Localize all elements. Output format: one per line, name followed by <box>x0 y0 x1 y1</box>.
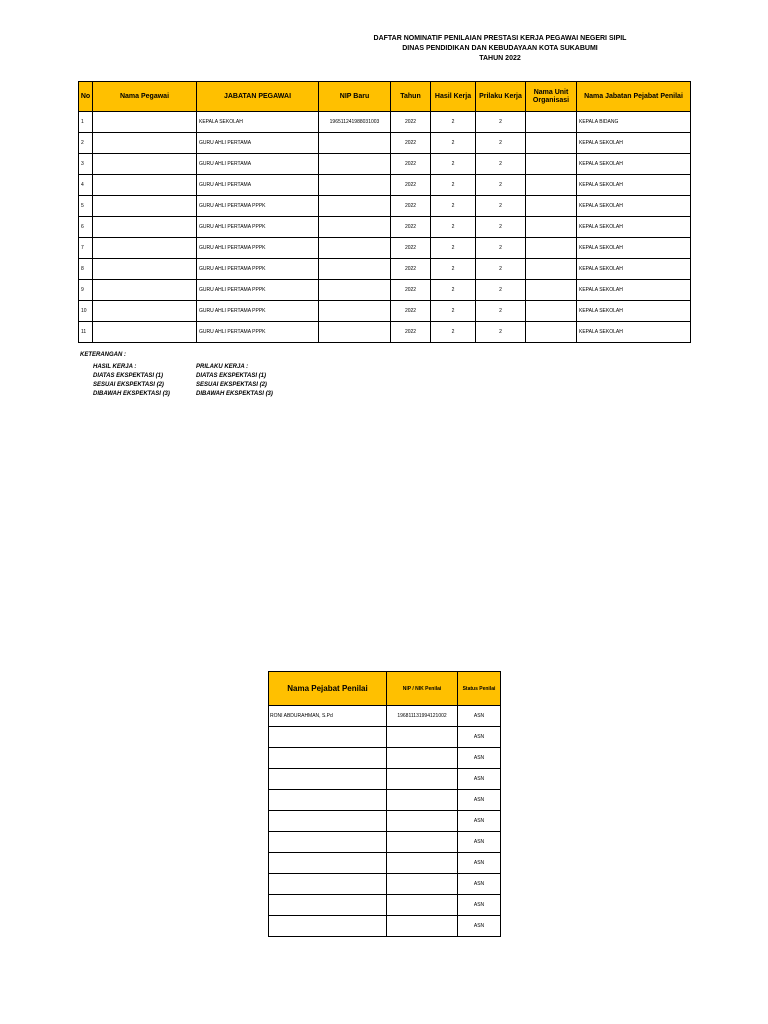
cell-nama-pejabat-penilai: RONI ABDURAHMAN, S.Pd <box>269 706 387 727</box>
table-row <box>79 259 691 280</box>
cell-tahun: 2022 <box>391 175 431 196</box>
document-title <box>300 34 700 64</box>
cell-no: 5 <box>79 196 93 217</box>
cell-nama-pejabat-penilai <box>269 853 387 874</box>
cell-nama-jabatan-pejabat-penilai: KEPALA SEKOLAH <box>577 322 691 343</box>
cell-hasil-kerja: 2 <box>431 238 476 259</box>
cell-nama-jabatan-pejabat-penilai: KEPALA SEKOLAH <box>577 154 691 175</box>
cell-nip-nik-penilai <box>387 811 458 832</box>
cell-jabatan-pegawai: GURU AHLI PERTAMA PPPK <box>197 280 319 301</box>
legend-prilaku-item: DIBAWAH EKSPEKTASI (3) <box>196 391 273 397</box>
table-row <box>79 133 691 154</box>
cell-no: 9 <box>79 280 93 301</box>
cell-status-penilai: ASN <box>458 811 501 832</box>
cell-prilaku-kerja: 2 <box>476 280 526 301</box>
signer-row <box>269 853 501 874</box>
cell-nama-jabatan-pejabat-penilai: KEPALA SEKOLAH <box>577 280 691 301</box>
cell-jabatan-pegawai: GURU AHLI PERTAMA PPPK <box>197 259 319 280</box>
cell-nama-unit-organisasi <box>526 133 577 154</box>
signer-row <box>269 727 501 748</box>
col-header-tahun: Tahun <box>391 82 431 112</box>
cell-nip-baru <box>319 322 391 343</box>
cell-nip-baru <box>319 196 391 217</box>
cell-nama-pegawai <box>93 133 197 154</box>
cell-tahun: 2022 <box>391 196 431 217</box>
cell-nama-unit-organisasi <box>526 154 577 175</box>
cell-nama-unit-organisasi <box>526 238 577 259</box>
cell-prilaku-kerja: 2 <box>476 133 526 154</box>
cell-hasil-kerja: 2 <box>431 217 476 238</box>
cell-hasil-kerja: 2 <box>431 175 476 196</box>
cell-tahun: 2022 <box>391 238 431 259</box>
title-line-1: DAFTAR NOMINATIF PENILAIAN PRESTASI KERJA PEGAWAI NEGERI SIPIL <box>373 35 627 42</box>
cell-status-penilai: ASN <box>458 748 501 769</box>
cell-nama-pegawai <box>93 259 197 280</box>
signer-row <box>269 790 501 811</box>
cell-status-penilai: ASN <box>458 853 501 874</box>
cell-nip-nik-penilai <box>387 895 458 916</box>
cell-nama-pegawai <box>93 196 197 217</box>
cell-status-penilai: ASN <box>458 790 501 811</box>
col-header-hasil-kerja: Hasil Kerja <box>431 82 476 112</box>
col-header-nama-pegawai: Nama Pegawai <box>93 82 197 112</box>
legend-prilaku-item: SESUAI EKSPEKTASI (2) <box>196 382 267 388</box>
cell-nama-pejabat-penilai <box>269 769 387 790</box>
cell-tahun: 2022 <box>391 154 431 175</box>
cell-no: 10 <box>79 301 93 322</box>
col-header-nama-unit-organisasi: Nama Unit Organisasi <box>526 82 577 112</box>
employee-table <box>78 81 691 343</box>
legend-hasil-item: DIATAS EKSPEKTASI (1) <box>93 373 164 379</box>
table-row <box>79 112 691 133</box>
cell-no: 3 <box>79 154 93 175</box>
cell-nama-pejabat-penilai <box>269 874 387 895</box>
cell-tahun: 2022 <box>391 133 431 154</box>
cell-nama-jabatan-pejabat-penilai: KEPALA BIDANG <box>577 112 691 133</box>
cell-jabatan-pegawai: GURU AHLI PERTAMA PPPK <box>197 217 319 238</box>
cell-hasil-kerja: 2 <box>431 196 476 217</box>
col-header-no: No <box>79 82 93 112</box>
cell-nip-baru: 196511241988031003 <box>319 112 391 133</box>
title-line-3: TAHUN 2022 <box>479 55 521 62</box>
legend-hasil-item: SESUAI EKSPEKTASI (2) <box>93 382 164 388</box>
cell-nip-baru <box>319 301 391 322</box>
cell-hasil-kerja: 2 <box>431 322 476 343</box>
cell-nip-nik-penilai <box>387 727 458 748</box>
cell-nama-pegawai <box>93 175 197 196</box>
cell-prilaku-kerja: 2 <box>476 196 526 217</box>
col-header-prilaku-kerja: Prilaku Kerja <box>476 82 526 112</box>
cell-nip-nik-penilai <box>387 769 458 790</box>
cell-nama-unit-organisasi <box>526 259 577 280</box>
cell-nama-pejabat-penilai <box>269 916 387 937</box>
cell-nama-jabatan-pejabat-penilai: KEPALA SEKOLAH <box>577 238 691 259</box>
legend-prilaku-kerja <box>196 363 273 399</box>
cell-nip-baru <box>319 217 391 238</box>
table-row <box>79 301 691 322</box>
cell-nama-unit-organisasi <box>526 175 577 196</box>
cell-no: 6 <box>79 217 93 238</box>
col-header-nip-nik-penilai: NIP / NIK Penilai <box>387 672 458 706</box>
cell-nama-jabatan-pejabat-penilai: KEPALA SEKOLAH <box>577 133 691 154</box>
cell-status-penilai: ASN <box>458 832 501 853</box>
table-row <box>79 322 691 343</box>
cell-tahun: 2022 <box>391 112 431 133</box>
cell-nama-unit-organisasi <box>526 217 577 238</box>
cell-nama-unit-organisasi <box>526 280 577 301</box>
cell-nama-pegawai <box>93 322 197 343</box>
cell-nip-baru <box>319 259 391 280</box>
cell-nama-jabatan-pejabat-penilai: KEPALA SEKOLAH <box>577 217 691 238</box>
legend-hasil-item: DIBAWAH EKSPEKTASI (3) <box>93 391 170 397</box>
cell-prilaku-kerja: 2 <box>476 154 526 175</box>
cell-nama-pegawai <box>93 154 197 175</box>
cell-jabatan-pegawai: GURU AHLI PERTAMA <box>197 133 319 154</box>
legend-hasil-label: HASIL KERJA : <box>93 364 137 370</box>
cell-nip-baru <box>319 238 391 259</box>
table-row <box>79 238 691 259</box>
cell-jabatan-pegawai: GURU AHLI PERTAMA PPPK <box>197 196 319 217</box>
table-row <box>79 217 691 238</box>
cell-hasil-kerja: 2 <box>431 259 476 280</box>
cell-hasil-kerja: 2 <box>431 301 476 322</box>
cell-tahun: 2022 <box>391 322 431 343</box>
cell-jabatan-pegawai: GURU AHLI PERTAMA PPPK <box>197 322 319 343</box>
signer-row <box>269 832 501 853</box>
cell-nip-nik-penilai <box>387 790 458 811</box>
table-row <box>79 196 691 217</box>
table-row <box>79 154 691 175</box>
cell-prilaku-kerja: 2 <box>476 217 526 238</box>
cell-nama-unit-organisasi <box>526 322 577 343</box>
col-header-nama-pejabat-penilai: Nama Pejabat Penilai <box>269 672 387 706</box>
employee-table-body <box>79 112 691 343</box>
cell-prilaku-kerja: 2 <box>476 175 526 196</box>
cell-nama-pegawai <box>93 238 197 259</box>
title-line-2: DINAS PENDIDIKAN DAN KEBUDAYAAN KOTA SUKABUMI <box>402 45 598 52</box>
cell-jabatan-pegawai: KEPALA SEKOLAH <box>197 112 319 133</box>
cell-nama-pejabat-penilai <box>269 790 387 811</box>
cell-status-penilai: ASN <box>458 874 501 895</box>
cell-nip-nik-penilai: 196811131994121002 <box>387 706 458 727</box>
legend-title: KETERANGAN : <box>80 352 126 358</box>
cell-nama-pejabat-penilai <box>269 811 387 832</box>
table-row <box>79 280 691 301</box>
cell-tahun: 2022 <box>391 259 431 280</box>
cell-nip-nik-penilai <box>387 832 458 853</box>
cell-nama-unit-organisasi <box>526 196 577 217</box>
table-row <box>79 175 691 196</box>
cell-no: 7 <box>79 238 93 259</box>
cell-nama-pejabat-penilai <box>269 832 387 853</box>
cell-nip-nik-penilai <box>387 748 458 769</box>
cell-nama-pegawai <box>93 217 197 238</box>
cell-prilaku-kerja: 2 <box>476 322 526 343</box>
signer-row <box>269 895 501 916</box>
legend-prilaku-label: PRILAKU KERJA : <box>196 364 249 370</box>
col-header-nip-baru: NIP Baru <box>319 82 391 112</box>
col-header-nama-jabatan-pejabat-penilai: Nama Jabatan Pejabat Penilai <box>577 82 691 112</box>
table-header-row <box>79 82 691 112</box>
cell-nip-nik-penilai <box>387 916 458 937</box>
cell-prilaku-kerja: 2 <box>476 301 526 322</box>
legend-prilaku-item: DIATAS EKSPEKTASI (1) <box>196 373 267 379</box>
cell-no: 8 <box>79 259 93 280</box>
cell-nip-baru <box>319 280 391 301</box>
cell-nama-pejabat-penilai <box>269 748 387 769</box>
cell-hasil-kerja: 2 <box>431 112 476 133</box>
cell-nama-pegawai <box>93 301 197 322</box>
cell-nama-unit-organisasi <box>526 112 577 133</box>
cell-nama-jabatan-pejabat-penilai: KEPALA SEKOLAH <box>577 175 691 196</box>
signer-row <box>269 769 501 790</box>
cell-status-penilai: ASN <box>458 727 501 748</box>
cell-nama-jabatan-pejabat-penilai: KEPALA SEKOLAH <box>577 259 691 280</box>
cell-prilaku-kerja: 2 <box>476 112 526 133</box>
cell-no: 2 <box>79 133 93 154</box>
signer-row <box>269 748 501 769</box>
cell-jabatan-pegawai: GURU AHLI PERTAMA PPPK <box>197 238 319 259</box>
cell-no: 1 <box>79 112 93 133</box>
cell-tahun: 2022 <box>391 301 431 322</box>
cell-nip-baru <box>319 133 391 154</box>
cell-status-penilai: ASN <box>458 706 501 727</box>
signer-row <box>269 811 501 832</box>
cell-nama-jabatan-pejabat-penilai: KEPALA SEKOLAH <box>577 196 691 217</box>
cell-tahun: 2022 <box>391 217 431 238</box>
signer-row <box>269 874 501 895</box>
col-header-jabatan-pegawai: JABATAN PEGAWAI <box>197 82 319 112</box>
cell-nip-nik-penilai <box>387 874 458 895</box>
cell-jabatan-pegawai: GURU AHLI PERTAMA <box>197 154 319 175</box>
signer-row <box>269 916 501 937</box>
signer-table-body <box>269 706 501 937</box>
cell-status-penilai: ASN <box>458 916 501 937</box>
signer-table <box>268 671 501 937</box>
cell-hasil-kerja: 2 <box>431 154 476 175</box>
cell-nip-baru <box>319 154 391 175</box>
cell-prilaku-kerja: 2 <box>476 259 526 280</box>
cell-status-penilai: ASN <box>458 769 501 790</box>
cell-nama-pegawai <box>93 280 197 301</box>
signer-header-row <box>269 672 501 706</box>
cell-status-penilai: ASN <box>458 895 501 916</box>
cell-nama-pegawai <box>93 112 197 133</box>
cell-hasil-kerja: 2 <box>431 133 476 154</box>
cell-jabatan-pegawai: GURU AHLI PERTAMA <box>197 175 319 196</box>
cell-tahun: 2022 <box>391 280 431 301</box>
cell-nip-baru <box>319 175 391 196</box>
legend-hasil-kerja <box>93 363 170 399</box>
cell-nama-jabatan-pejabat-penilai: KEPALA SEKOLAH <box>577 301 691 322</box>
cell-jabatan-pegawai: GURU AHLI PERTAMA PPPK <box>197 301 319 322</box>
signer-row <box>269 706 501 727</box>
cell-nip-nik-penilai <box>387 853 458 874</box>
cell-prilaku-kerja: 2 <box>476 238 526 259</box>
cell-no: 11 <box>79 322 93 343</box>
cell-no: 4 <box>79 175 93 196</box>
col-header-status-penilai: Status Penilai <box>458 672 501 706</box>
cell-nama-pejabat-penilai <box>269 727 387 748</box>
cell-nama-unit-organisasi <box>526 301 577 322</box>
cell-nama-pejabat-penilai <box>269 895 387 916</box>
cell-hasil-kerja: 2 <box>431 280 476 301</box>
